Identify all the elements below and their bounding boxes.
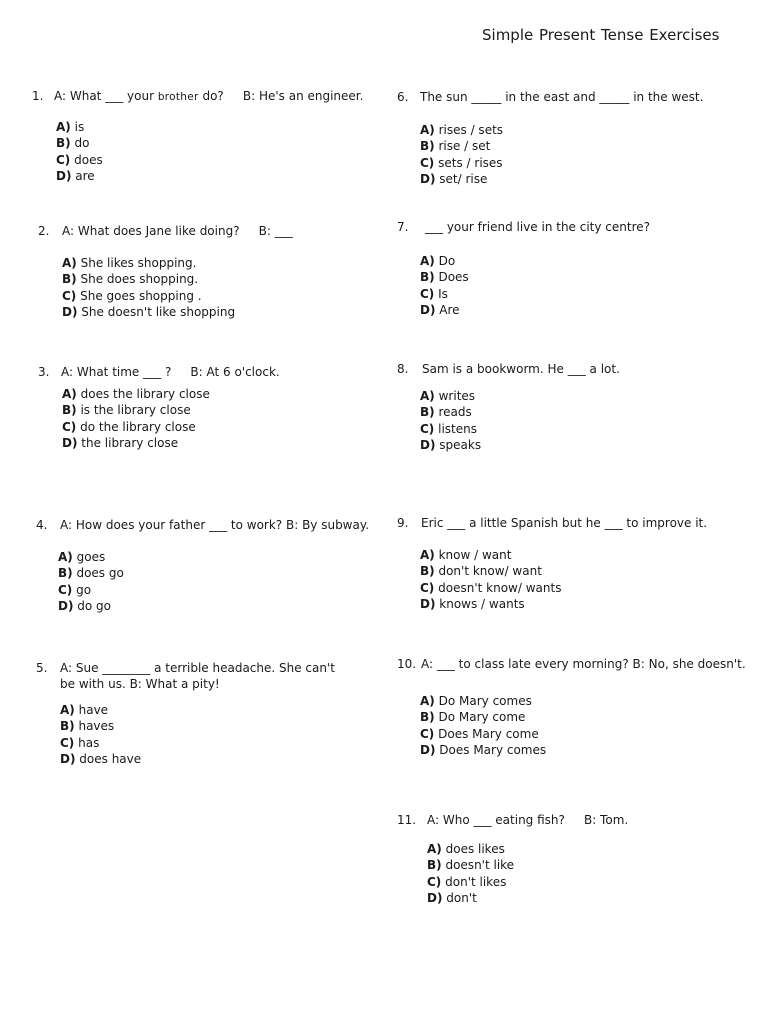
option-a[interactable]: A) writes [420,389,476,403]
option-list [58,549,376,615]
option-c[interactable]: C) don't likes [427,874,507,889]
option-c[interactable]: C) Does Mary come [420,726,539,741]
question-number: 11. [397,813,417,827]
option-a[interactable]: A) know / want [420,548,512,562]
option-d[interactable]: D) does have [60,752,142,767]
option-list [420,547,747,613]
option-d[interactable]: D) do go [58,599,112,614]
option-b[interactable]: B) She does shopping. [62,272,199,287]
option-d[interactable]: D) She doesn't like shopping [62,305,236,320]
option-d[interactable]: D) Are [420,303,460,318]
option-b[interactable]: B) doesn't like [427,858,515,873]
option-c[interactable]: C) does [56,152,103,167]
question-text: The sun _____ in the east and _____ in the west. [420,90,704,104]
option-d[interactable]: D) speaks [420,438,482,453]
question-7 [397,219,747,319]
option-a[interactable]: A) goes [58,550,106,564]
option-d[interactable]: D) knows / wants [420,597,525,612]
question-8 [397,361,747,454]
option-list [60,702,366,768]
question-number: 5. [36,661,48,675]
option-a[interactable]: A) does likes [427,842,505,856]
question-number: 8. [397,362,409,376]
question-text: A: ___ to class late every morning? B: No, she doesn't. [421,657,746,671]
option-list [62,386,368,452]
question-number: 3. [38,365,50,379]
question-5 [36,660,366,768]
question-10 [397,656,757,759]
question-text: A: What does Jane like doing? B: ___ [62,224,293,238]
option-list [420,388,747,454]
option-b[interactable]: B) don't know/ want [420,564,542,579]
option-list [56,119,372,185]
question-text: A: What ___ your brother do? B: He's an engineer. [54,89,364,103]
question-number: 10. [397,657,417,671]
question-text: A: Sue ________ a terrible headache. She can't be with us. B: What a pity! [60,661,335,691]
option-a[interactable]: A) does the library close [62,387,210,401]
option-list [420,693,757,759]
option-c[interactable]: C) has [60,735,100,750]
option-list [427,841,747,907]
option-c[interactable]: C) doesn't know/ wants [420,580,562,595]
option-b[interactable]: B) haves [60,719,115,734]
option-b[interactable]: B) Does [420,270,469,285]
question-9 [397,515,747,613]
option-d[interactable]: D) the library close [62,436,179,451]
question-text: Sam is a bookworm. He ___ a lot. [422,362,620,376]
question-4 [36,517,376,615]
option-c[interactable]: C) She goes shopping . [62,288,202,303]
question-number: 6. [397,90,409,104]
question-number: 9. [397,516,409,530]
option-a[interactable]: A) rises / sets [420,123,504,137]
option-c[interactable]: C) do the library close [62,419,196,434]
option-a[interactable]: A) Do Mary comes [420,694,532,708]
option-list [420,253,747,319]
option-c[interactable]: C) listens [420,421,477,436]
question-text: ___ your friend live in the city centre? [425,220,651,234]
question-number: 7. [397,220,409,234]
option-b[interactable]: B) Do Mary come [420,710,526,725]
option-list [62,255,368,321]
question-text: Eric ___ a little Spanish but he ___ to improve it. [421,516,708,530]
option-a[interactable]: A) She likes shopping. [62,256,197,270]
option-c[interactable]: C) sets / rises [420,155,503,170]
option-b[interactable]: B) do [56,136,90,151]
option-d[interactable]: D) set/ rise [420,172,488,187]
question-text: A: What time ___ ? B: At 6 o'clock. [61,365,280,379]
option-b[interactable]: B) does go [58,566,124,581]
question-number: 2. [38,224,50,238]
question-text: A: Who ___ eating fish? B: Tom. [427,813,629,827]
question-3 [38,364,368,452]
question-number: 1. [32,89,44,103]
option-b[interactable]: B) reads [420,405,472,420]
question-number: 4. [36,518,48,532]
option-b[interactable]: B) rise / set [420,139,491,154]
option-d[interactable]: D) don't [427,891,477,906]
question-1 [32,88,372,185]
option-b[interactable]: B) is the library close [62,403,191,418]
page-title: Simple Present Tense Exercises [482,26,720,44]
question-text: A: How does your father ___ to work? B: By subway. [60,518,370,532]
question-11 [397,812,747,907]
option-a[interactable]: A) have [60,703,109,717]
question-2 [38,223,368,321]
option-a[interactable]: A) is [56,120,85,134]
option-c[interactable]: C) go [58,582,92,597]
option-d[interactable]: D) Does Mary comes [420,743,547,758]
option-d[interactable]: D) are [56,169,95,184]
question-6 [397,89,747,188]
option-c[interactable]: C) Is [420,286,448,301]
option-a[interactable]: A) Do [420,254,456,268]
option-list [420,122,747,188]
